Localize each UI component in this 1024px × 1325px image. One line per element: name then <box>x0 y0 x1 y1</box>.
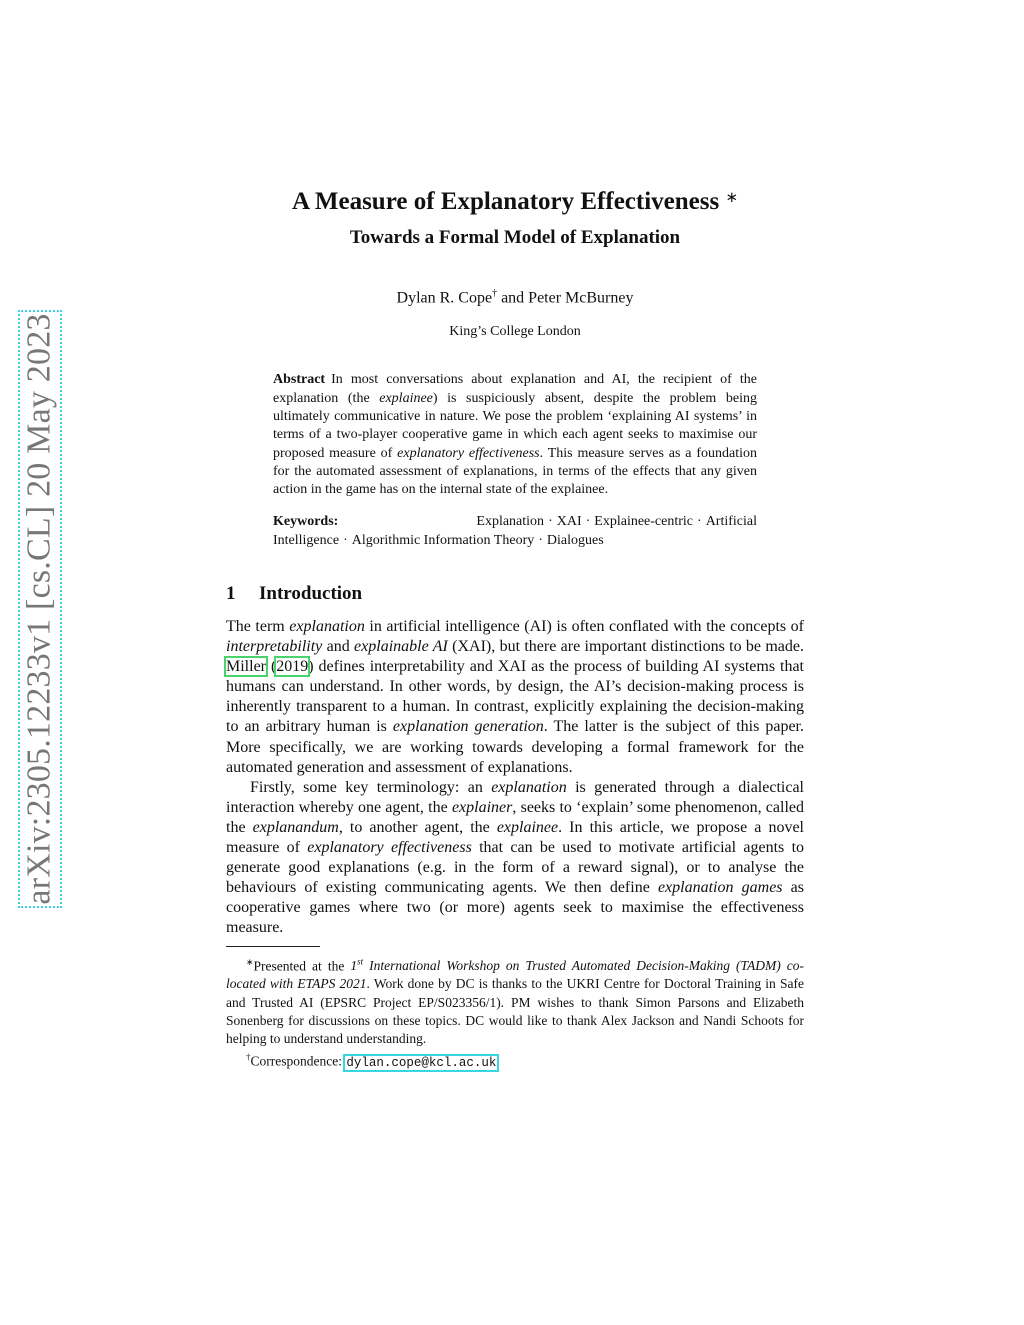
footnote-correspondence <box>226 1048 804 1072</box>
keywords-heading: Keywords: <box>273 514 339 530</box>
author-mcburney: Peter McBurney <box>528 289 634 307</box>
para-text: (XAI), but there are important distinctions to be made. <box>447 638 805 656</box>
keyword: Explanation <box>476 514 545 530</box>
arxiv-identifier-text: arXiv:2305.12233v1 [cs.CL] 20 May 2023 <box>21 313 59 905</box>
para-text: . In this article, we propose a novel measure of <box>226 818 804 857</box>
citation-author-link[interactable]: Miller <box>226 658 266 676</box>
paper-content <box>226 184 804 1072</box>
paragraph <box>226 617 804 778</box>
footnote-presented <box>226 953 804 1049</box>
keyword: Dialogues <box>546 532 604 548</box>
abstract-heading: Abstract <box>273 372 326 388</box>
keyword-separator: · <box>697 514 702 530</box>
footnote-mark: † <box>246 1052 251 1063</box>
para-text: as cooperative games where two (or more) agents seek to maximise the effectiveness measure. <box>226 879 805 937</box>
para-emphasis: explainer <box>451 798 513 816</box>
author-joiner: and <box>501 289 525 307</box>
affiliation: King’s College London <box>449 324 581 340</box>
paragraph <box>226 778 804 939</box>
section-heading-introduction <box>226 581 804 607</box>
para-text: is generated through a dialectical interaction whereby one agent, the <box>226 778 804 816</box>
correspondence-label: Correspondence: <box>250 1053 346 1069</box>
para-emphasis: explainable AI <box>354 638 448 656</box>
keyword: Explainee-centric <box>594 514 694 530</box>
title-footnote-mark[interactable]: ∗ <box>725 190 739 206</box>
keywords <box>273 513 757 550</box>
email-link[interactable]: dylan.cope@kcl.ac.uk <box>346 1055 497 1070</box>
keyword: Artificial Intelligence <box>273 514 757 548</box>
abstract-text: . This measure serves as a foundation for the automated assessment of explanations, in terms of the effects that any given action in the game has on the internal state of the explainee. <box>273 445 757 498</box>
para-text: and <box>322 638 355 656</box>
para-text: The term <box>226 618 290 635</box>
abstract <box>273 371 757 499</box>
keyword-separator: · <box>538 532 543 548</box>
keyword: Algorithmic Information Theory <box>351 532 535 548</box>
para-text: ) defines interpretability and XAI as the process of building AI systems that humans can understand. In other words, by design, the AI’s decision-making process is inherently transparent to a human. In contrast, explicitly explaining the decision-making to an arbitrary human is <box>226 658 804 736</box>
author-cope: Dylan R. Cope <box>396 289 493 307</box>
keyword: XAI <box>556 514 582 530</box>
section-number: 1 <box>226 583 236 604</box>
para-emphasis: explanation generation <box>392 718 544 736</box>
footnote-ordinal-suffix: st <box>357 956 364 967</box>
abstract-text: ) is suspiciously absent, despite the problem being ultimately communicative in nature. We pose the problem ‘explaining AI systems’ in terms of a two-player cooperative game in which each agent seeks to maximise our proposed measure of <box>273 390 757 461</box>
keyword-separator: · <box>343 532 348 548</box>
title-block <box>226 184 804 343</box>
para-text: , to another agent, the <box>338 818 497 836</box>
footnote-ordinal: 1 <box>350 958 358 973</box>
footnote-divider <box>226 946 320 947</box>
para-text: in artificial intelligence (AI) is often conflated with the concepts of <box>364 618 805 635</box>
section-title: Introduction <box>259 583 363 604</box>
para-emphasis: explanandum <box>252 818 339 836</box>
para-emphasis: explanation games <box>657 879 783 897</box>
para-emphasis: interpretability <box>226 638 323 656</box>
keyword-separator: · <box>585 514 591 530</box>
footnote-emphasis: International Workshop on Trusted Automated Decision-Making (TADM) co-located with ETAPS 2021 <box>226 958 804 992</box>
para-emphasis: explanation <box>289 618 365 635</box>
introduction-body <box>226 617 804 939</box>
arxiv-identifier-link[interactable] <box>18 310 62 908</box>
citation-year-link[interactable]: 2019 <box>276 658 309 676</box>
abstract-emphasis: explainee <box>379 390 433 406</box>
keyword-separator: · <box>548 514 553 530</box>
abstract-emphasis: explanatory effectiveness <box>397 445 540 461</box>
para-text: Firstly, some key terminology: an <box>250 778 492 796</box>
footnote-mark: ∗ <box>246 956 254 967</box>
footnote-text: Presented at the <box>253 958 351 973</box>
footnotes <box>226 953 804 1073</box>
para-emphasis: explanation <box>491 778 567 796</box>
paper-title-text: A Measure of Explanatory Effectiveness <box>291 188 720 215</box>
para-text: ( <box>266 658 277 676</box>
para-emphasis: explainee <box>496 818 559 836</box>
para-text: . The latter is the subject of this paper. More specifically, we are working towards developing a formal framework for the automated generation and assessment of explanations. <box>226 718 804 776</box>
para-text: , seeks to ‘explain’ some phenomenon, called the <box>226 798 805 836</box>
footnote-text: . Work done by DC is thanks to the UKRI Centre for Doctoral Training in Safe and Trusted AI (EPSRC Project EP/S023356/1). PM wishes to thank Simon Parsons and Elizabeth Sonenberg for discussions on these topics. DC would like to thank Alex Jackson and Nandi Schoots for helping to understand understanding. <box>226 976 804 1047</box>
abstract-text: In most conversations about explanation and AI, the recipient of the explanation (the <box>273 372 757 406</box>
paper-subtitle: Towards a Formal Model of Explanation <box>349 227 681 248</box>
author-list <box>226 282 804 310</box>
para-emphasis: explanatory effectiveness <box>307 839 472 857</box>
paper-title <box>226 184 804 223</box>
author-footnote-mark[interactable]: † <box>492 288 498 299</box>
para-text: that can be used to motivate artificial agents to generate good explanations (e.g. in the form of a reward signal), or to analyse the behaviours of existing communicating agents. We then define <box>226 839 805 897</box>
